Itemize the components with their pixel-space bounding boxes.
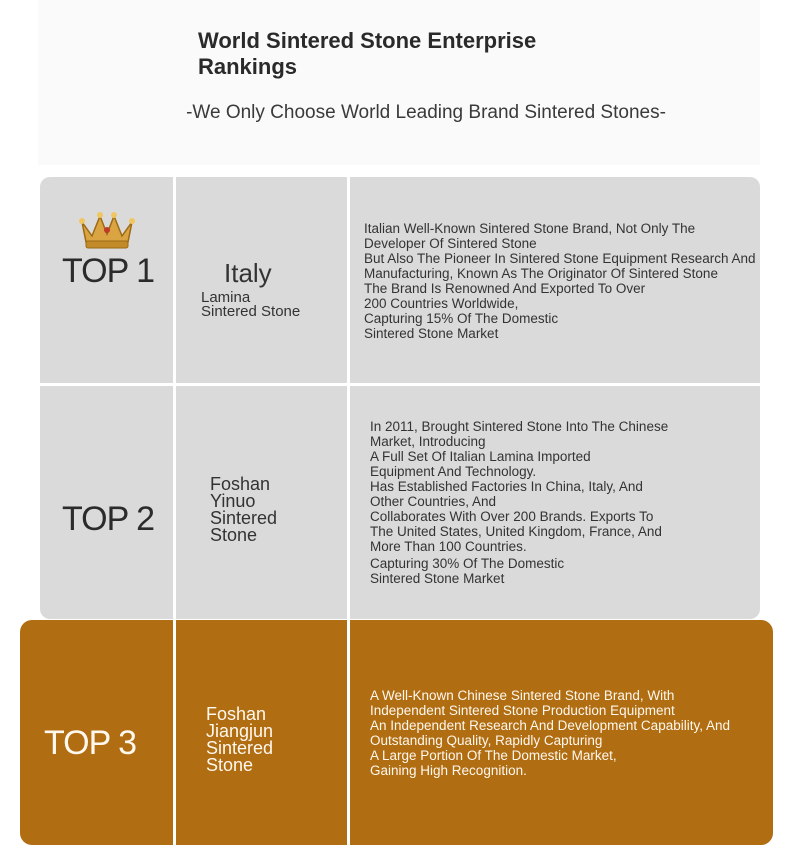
description-line: A Full Set Of Italian Lamina Imported Equipment And Technology. [370, 449, 591, 479]
highlight-row [20, 620, 773, 845]
rank-label-1: TOP 1 [62, 252, 155, 290]
page-subtitle: -We Only Choose World Leading Brand Sintered Stones- [186, 102, 666, 123]
column-divider [347, 620, 350, 845]
column-divider [173, 177, 176, 619]
description-line: Collaborates With Over 200 Brands. Exports To The United States, United Kingdom, France, And More Than 100 Countries. [370, 509, 662, 554]
brand-name-1: Lamina Sintered Stone [201, 289, 301, 320]
rank-label-3: TOP 3 [44, 724, 137, 762]
row-divider [40, 383, 760, 386]
column-divider [173, 620, 176, 845]
description-line: But Also The Pioneer In Sintered Stone Equipment Research And Manufacturing, Known As The Originator Of Sintered Stone [364, 251, 756, 281]
brand-name-3: Foshan Jiangjun Sintered Stone [206, 704, 274, 775]
description-line: The Brand Is Renowned And Exported To Over 200 Countries Worldwide, [364, 281, 646, 311]
brand-country-1: Italy [224, 258, 272, 288]
description-3 [370, 688, 760, 778]
brand-name-2: Foshan Yinuo Sintered Stone [210, 474, 278, 545]
description-line: Capturing 30% Of The Domestic Sintered Stone Market [370, 556, 565, 586]
description-1 [364, 221, 774, 341]
description-line: An Independent Research And Development Capability, And Outstanding Quality, Rapidly Capturing [370, 718, 730, 748]
description-line: A Large Portion Of The Domestic Market, Gaining High Recognition. [370, 748, 617, 778]
description-2 [370, 419, 750, 586]
description-line: Capturing 15% Of The Domestic Sintered Stone Market [364, 311, 559, 341]
header-band [38, 0, 760, 165]
rank-label-2: TOP 2 [62, 500, 155, 538]
description-line: In 2011, Brought Sintered Stone Into The Chinese Market, Introducing [370, 419, 669, 449]
crown-icon [78, 208, 136, 250]
description-line: Has Established Factories In China, Italy, And Other Countries, And [370, 479, 643, 509]
description-line: A Well-Known Chinese Sintered Stone Brand, With Independent Sintered Stone Production Equipment [370, 688, 675, 718]
page-title: World Sintered Stone Enterprise Rankings [198, 28, 537, 79]
description-line: Italian Well-Known Sintered Stone Brand, Not Only The Developer Of Sintered Stone [364, 221, 696, 251]
column-divider [347, 177, 350, 619]
